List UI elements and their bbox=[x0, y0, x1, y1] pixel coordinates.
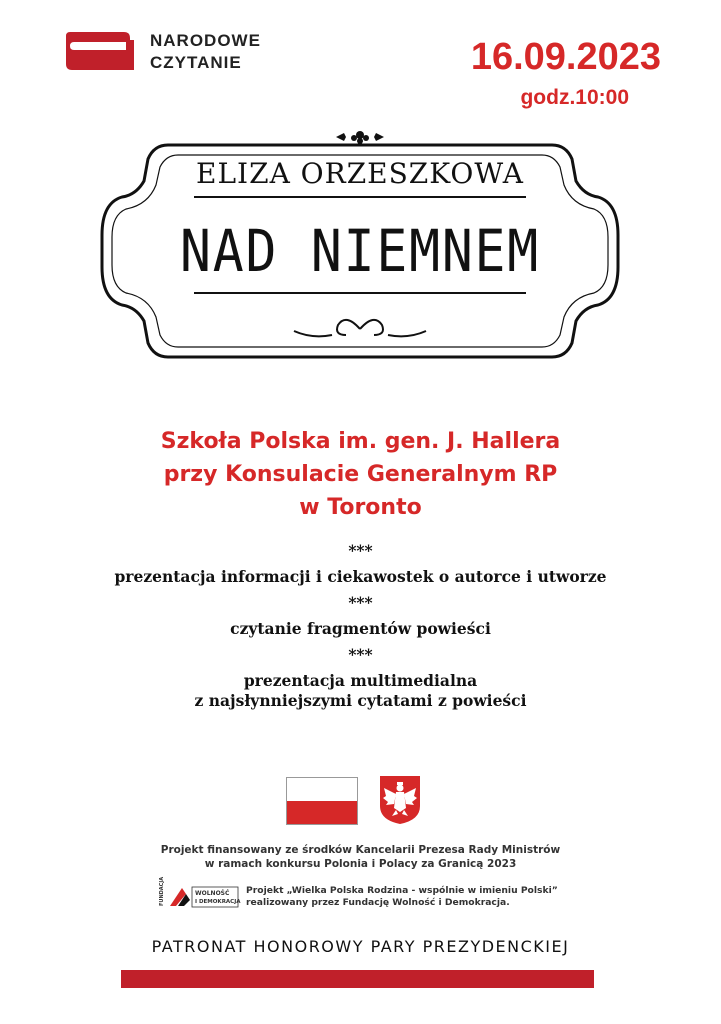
wolnosc-demokracja-logo bbox=[159, 876, 241, 910]
plaque-title: NAD NIEMNEM bbox=[180, 217, 540, 285]
bottom-ornament bbox=[294, 320, 426, 336]
logo-line2: CZYTANIE bbox=[150, 53, 242, 72]
program-item-1: prezentacja informacji i ciekawostek o autorce i utworze bbox=[114, 567, 607, 586]
project-line2: realizowany przez Fundację Wolność i Demokracja. bbox=[246, 897, 510, 908]
school-line2: przy Konsulacie Generalnym RP bbox=[163, 462, 558, 487]
plaque-author: ELIZA ORZESZKOWA bbox=[196, 157, 524, 190]
school-line1: Szkoła Polska im. gen. J. Hallera bbox=[160, 429, 561, 454]
top-ornament bbox=[336, 131, 384, 144]
title-plaque bbox=[98, 125, 622, 377]
logo-line2: I DEMOKRACJA bbox=[195, 899, 241, 905]
program-block bbox=[0, 535, 721, 711]
program-item-3-line1: prezentacja multimedialna bbox=[243, 671, 478, 690]
funding-note bbox=[0, 843, 721, 871]
logo-line1: WOLNOŚĆ bbox=[195, 890, 230, 897]
logo-side-text: FUNDACJA bbox=[159, 876, 165, 906]
project-note bbox=[246, 885, 558, 909]
logo-text bbox=[150, 30, 261, 74]
program-item-3-line2: z najsłynniejszymi cytatami z powieści bbox=[194, 691, 527, 710]
event-date: 16.09.2023 bbox=[470, 36, 661, 78]
separator: *** bbox=[348, 645, 373, 664]
footer-red-bar bbox=[121, 970, 594, 988]
funding-line2: w ramach konkursu Polonia i Polacy za Granicą 2023 bbox=[204, 858, 517, 870]
program-item-2: czytanie fragmentów powieści bbox=[230, 619, 491, 638]
school-block bbox=[0, 425, 721, 524]
project-line1: Projekt „Wielka Polska Rodzina - wspólnie w imieniu Polski” bbox=[246, 885, 558, 896]
polish-flag bbox=[286, 777, 358, 825]
separator: *** bbox=[348, 541, 373, 560]
separator: *** bbox=[348, 593, 373, 612]
funding-line1: Projekt finansowany ze środków Kancelarii Prezesa Rady Ministrów bbox=[160, 844, 561, 856]
patronat-heading: PATRONAT HONOROWY PARY PREZYDENCKIEJ bbox=[151, 937, 570, 956]
logo-line1: NARODOWE bbox=[150, 31, 261, 50]
book-icon bbox=[64, 30, 136, 72]
school-line3: w Toronto bbox=[299, 495, 422, 520]
polish-eagle-emblem bbox=[378, 774, 422, 826]
event-time: godz.10:00 bbox=[520, 86, 629, 109]
